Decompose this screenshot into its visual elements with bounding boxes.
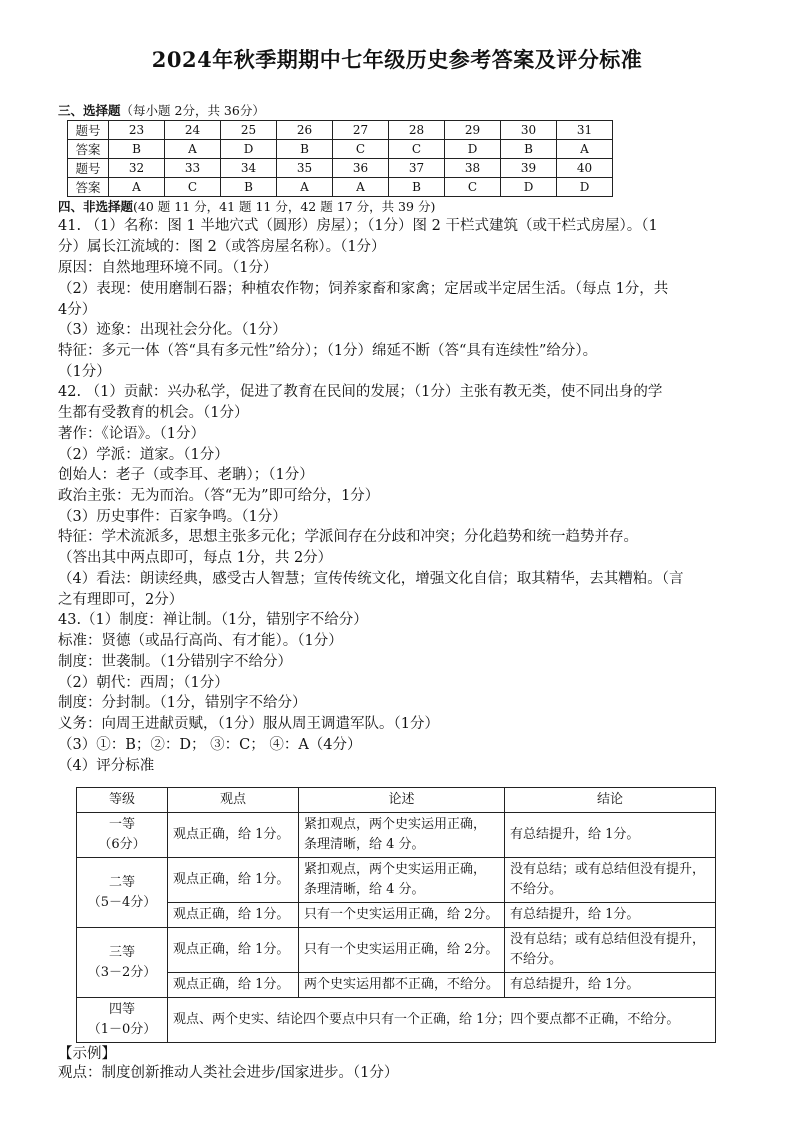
answer-line: 标准：贤德（或品行高尚、有才能）。（1分） xyxy=(58,633,343,649)
answer-row xyxy=(68,140,613,159)
answer-row xyxy=(68,178,613,197)
grade-3a-argument: 只有一个史实运用正确，给 2分。 xyxy=(299,928,505,973)
grade-4-text: 观点、两个史实、结论四个要点中只有一个正确，给 1分；四个要点都不正确，不给分。 xyxy=(168,998,716,1043)
grade-3b-conclusion: 有总结提升，给 1分。 xyxy=(505,973,716,998)
grade-2b-argument: 只有一个史实运用正确，给 2分。 xyxy=(299,903,505,928)
answer-cell: A xyxy=(165,140,221,159)
answer-line: 原因：自然地理环境不同。（1分） xyxy=(58,260,278,276)
answer-row xyxy=(68,121,613,140)
grade-3a-conclusion: 没有总结；或有总结但没有提升， 不给分。 xyxy=(505,928,716,973)
answer-cell: 36 xyxy=(333,159,389,178)
answer-row xyxy=(68,159,613,178)
answer-cell: 33 xyxy=(165,159,221,178)
answer-cell: A xyxy=(557,140,613,159)
answer-line: （1分） xyxy=(58,364,111,380)
answer-cell: 24 xyxy=(165,121,221,140)
answer-row-header: 答案 xyxy=(68,178,109,197)
answer-cell: 35 xyxy=(277,159,333,178)
grade-level-1: 一等 （6分） xyxy=(77,813,168,858)
answer-line: 特征：多元一体（答“具有多元性”给分）；（1分）绵延不断（答“具有连续性”给分）。 xyxy=(58,343,598,359)
grade-2a-conclusion: 没有总结；或有总结但没有提升， 不给分。 xyxy=(505,858,716,903)
grade-2a-argument: 紧扣观点，两个史实运用正确， 条理清晰，给 4 分。 xyxy=(299,858,505,903)
section-3-note: （每小题 2分，共 36分） xyxy=(120,103,265,118)
answer-line: 分）属长江流域的：图 2（或答房屋名称）。（1分） xyxy=(58,239,386,255)
answer-line: 4分） xyxy=(58,302,97,318)
answer-cell: 40 xyxy=(557,159,613,178)
example-heading: 【示例】 xyxy=(58,1046,116,1062)
answer-line: 义务：向周王进献贡赋，（1分）服从周王调遣军队。（1分） xyxy=(58,716,439,732)
answer-cell: C xyxy=(389,140,445,159)
answer-line: 42. （1）贡献：兴办私学，促进了教育在民间的发展；（1分）主张有教无类，使不同出身的学 xyxy=(58,384,663,400)
answer-line: 之有理即可，2分） xyxy=(58,592,184,608)
answer-row-header: 题号 xyxy=(68,159,109,178)
answer-line: （3）①：B；②：D； ③：C； ④：A（4分） xyxy=(58,737,362,753)
answer-row-header: 题号 xyxy=(68,121,109,140)
answer-line: 制度：分封制。（1分，错别字不给分） xyxy=(58,695,307,711)
grade-1-argument: 紧扣观点，两个史实运用正确， 条理清晰，给 4 分。 xyxy=(299,813,505,858)
answer-cell: 32 xyxy=(109,159,165,178)
answer-cell: 39 xyxy=(501,159,557,178)
answer-cell: B xyxy=(277,140,333,159)
section-4-heading xyxy=(58,197,435,215)
answer-line: 创始人：老子（或李耳、老聃）；（1分） xyxy=(58,467,314,483)
answer-cell: C xyxy=(165,178,221,197)
section-3-label: 三、选择题 xyxy=(58,103,121,118)
answer-cell: B xyxy=(389,178,445,197)
answer-cell: D xyxy=(501,178,557,197)
example-text: 观点：制度创新推动人类社会进步/国家进步。（1分） xyxy=(58,1065,399,1081)
answer-line: 特征：学术流派多，思想主张多元化；学派间存在分歧和冲突；分化趋势和统一趋势并存。 xyxy=(58,529,638,545)
answer-line: （4）看法：朗读经典，感受古人智慧；宣传传统文化，增强文化自信；取其精华，去其糟粕。（言 xyxy=(58,571,684,587)
answer-cell: 23 xyxy=(109,121,165,140)
grade-header-level: 等级 xyxy=(77,788,168,813)
answer-cell: 25 xyxy=(221,121,277,140)
answer-cell: 28 xyxy=(389,121,445,140)
answer-line: 41. （1）名称：图 1 半地穴式（圆形）房屋）；（1分）图 2 干栏式建筑（或干栏式房屋）。（1 xyxy=(58,218,658,234)
grade-2b-view: 观点正确，给 1分。 xyxy=(168,903,299,928)
answer-cell: A xyxy=(109,178,165,197)
grading-table xyxy=(76,787,716,1043)
answer-line: 43.（1）制度：禅让制。（1分，错别字不给分） xyxy=(58,612,368,628)
answer-cell: 30 xyxy=(501,121,557,140)
answer-cell: C xyxy=(445,178,501,197)
answer-line: （答出其中两点即可，每点 1分，共 2分） xyxy=(58,550,333,566)
answer-cell: C xyxy=(333,140,389,159)
answer-cell: 27 xyxy=(333,121,389,140)
section-3-heading xyxy=(58,101,265,119)
grade-level-3: 三等 （3－2分） xyxy=(77,928,168,998)
answer-line: （2）学派：道家。（1分） xyxy=(58,447,229,463)
answer-cell: 26 xyxy=(277,121,333,140)
grade-level-4: 四等 （1－0分） xyxy=(77,998,168,1043)
answer-line: 制度：世袭制。（1分错别字不给分） xyxy=(58,654,292,670)
answer-cell: A xyxy=(333,178,389,197)
grade-header-argument: 论述 xyxy=(299,788,505,813)
grade-1-conclusion: 有总结提升，给 1分。 xyxy=(505,813,716,858)
grade-2a-view: 观点正确，给 1分。 xyxy=(168,858,299,903)
answer-cell: 29 xyxy=(445,121,501,140)
answer-cell: D xyxy=(445,140,501,159)
grade-header-view: 观点 xyxy=(168,788,299,813)
grade-3a-view: 观点正确，给 1分。 xyxy=(168,928,299,973)
grade-level-2: 二等 （5－4分） xyxy=(77,858,168,928)
answer-line: （3）迹象：出现社会分化。（1分） xyxy=(58,322,287,338)
grade-header-conclusion: 结论 xyxy=(505,788,716,813)
answer-cell: B xyxy=(109,140,165,159)
answer-line: （4）评分标准 xyxy=(58,758,155,774)
answer-line: （3）历史事件：百家争鸣。（1分） xyxy=(58,509,287,525)
answer-cell: D xyxy=(557,178,613,197)
section-4-label: 四、非选择题 xyxy=(58,199,134,214)
grade-2b-conclusion: 有总结提升，给 1分。 xyxy=(505,903,716,928)
grade-3b-argument: 两个史实运用都不正确，不给分。 xyxy=(299,973,505,998)
answer-cell: D xyxy=(221,140,277,159)
answer-line: 政治主张：无为而治。（答“无为”即可给分，1分） xyxy=(58,488,380,504)
answer-cell: 34 xyxy=(221,159,277,178)
answer-cell: 37 xyxy=(389,159,445,178)
answer-line: （2）表现：使用磨制石器；种植农作物；饲养家畜和家禽；定居或半定居生活。（每点 1分，共 xyxy=(58,281,669,297)
answer-table xyxy=(67,120,613,197)
answer-cell: B xyxy=(221,178,277,197)
answer-cell: 31 xyxy=(557,121,613,140)
grade-3b-view: 观点正确，给 1分。 xyxy=(168,973,299,998)
grade-1-view: 观点正确，给 1分。 xyxy=(168,813,299,858)
answer-row-header: 答案 xyxy=(68,140,109,159)
answer-line: 生都有受教育的机会。（1分） xyxy=(58,405,249,421)
section-4-note: (40 题 11 分，41 题 11 分，42 题 17 分，共 39 分) xyxy=(133,199,436,214)
answer-cell: A xyxy=(277,178,333,197)
answer-cell: B xyxy=(501,140,557,159)
page-title: 2024年秋季期期中七年级历史参考答案及评分标准 xyxy=(151,47,643,72)
answer-line: 著作：《论语》。（1分） xyxy=(58,426,205,442)
answer-cell: 38 xyxy=(445,159,501,178)
answer-line: （2）朝代：西周；（1分） xyxy=(58,675,229,691)
